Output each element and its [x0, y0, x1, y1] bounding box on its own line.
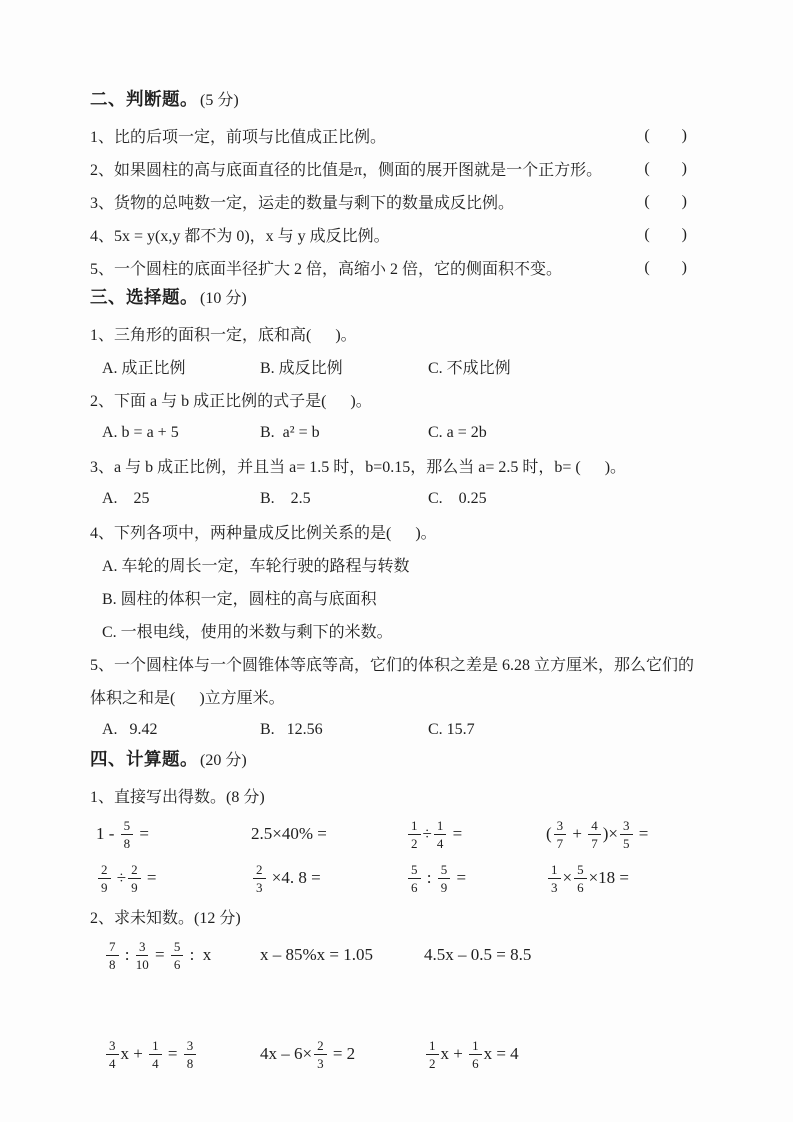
choice-question-2-options [90, 416, 687, 449]
section-choice-title: 三、选择题。 [90, 287, 198, 307]
section-judge-points: (5 分) [200, 92, 239, 109]
option-c: C. 不成比例 [428, 360, 511, 377]
question-text: 4、5x = y(x,y 都不为 0)，x 与 y 成反比例。 [90, 228, 390, 245]
choice-question-5-line1 [90, 647, 695, 680]
question-text: 体积之和是( )立方厘米。 [90, 690, 285, 707]
calc-expression-8: $\frac{1}{3}$ × $\frac{5}{6}$ ×18 = [546, 863, 687, 894]
choice-question-5-line2 [90, 680, 687, 713]
question-text: 2、下面 a 与 b 成正比例的式子是( )。 [90, 393, 372, 410]
question-text: 3、a 与 b 成正比例，并且当 a= 1.5 时，b=0.15，那么当 a= 2.5 时，b= ( )。 [90, 459, 627, 476]
section-calc-points: (20 分) [200, 752, 247, 769]
calc-expression-6: $\frac{2}{3}$ ×4. 8 = [251, 863, 406, 894]
option-c: C. 15.7 [428, 720, 475, 738]
choice-question-3 [90, 449, 687, 482]
equation-1: $\frac{7}{8}$ : $\frac{3}{10}$ = $\frac{5}{6}$ : x [104, 940, 260, 971]
section-judge-header [90, 86, 687, 119]
choice-question-1 [90, 317, 687, 350]
option-a: A. b = a + 5 [102, 423, 179, 441]
calc-expression-4: ( $\frac{3}{7}$ + $\frac{4}{7}$ )× $\frac{3}{5}$ = [546, 817, 649, 851]
equation-6: $\frac{1}{2}$ x + $\frac{1}{6}$ x = 4 [424, 1039, 687, 1070]
calc-expression-7: $\frac{5}{6}$ : $\frac{5}{9}$ = [406, 863, 546, 894]
question-text: 5、一个圆柱的底面半径扩大 2 倍，高缩小 2 倍，它的侧面积不变。 [90, 261, 563, 278]
question-text: 3、货物的总吨数一定，运走的数量与剩下的数量成反比例。 [90, 195, 515, 212]
calc-expression-5: $\frac{2}{9}$ ÷ $\frac{2}{9}$ = [96, 863, 251, 894]
subsection-title: 1、直接写出得数。(8 分) [90, 789, 265, 806]
solve-equation-row-2 [90, 1032, 687, 1076]
subsection-title: 2、求未知数。(12 分) [90, 910, 241, 927]
option-b: B. 12.56 [260, 720, 323, 738]
equation-3: 4.5x – 0.5 = 8.5 [424, 945, 532, 964]
choice-question-3-options [90, 482, 687, 515]
option-c: C. a = 2b [428, 423, 487, 441]
option-b: B. 圆柱的体积一定，圆柱的高与底面积 [102, 591, 377, 608]
section-calc-header [90, 746, 687, 779]
section-choice-header [90, 284, 687, 317]
question-text: 1、比的后项一定，前项与比值成正比例。 [90, 129, 387, 146]
option-a: A. 25 [102, 489, 150, 507]
answer-blank: ( ) [644, 159, 687, 177]
choice-question-5-options [90, 713, 687, 746]
question-text: 2、如果圆柱的高与底面直径的比值是π，侧面的展开图就是一个正方形。 [90, 162, 603, 179]
option-a: A. 车轮的周长一定，车轮行驶的路程与转数 [102, 558, 410, 575]
section-calc-title: 四、计算题。 [90, 749, 198, 769]
answer-blank: ( ) [644, 192, 687, 210]
solve-unknown-subheader [90, 900, 687, 933]
answer-blank: ( ) [644, 126, 687, 144]
choice-question-4-option-b [90, 581, 687, 614]
answer-blank: ( ) [644, 258, 687, 276]
equation-2: x – 85%x = 1.05 [260, 945, 373, 964]
equation-5: 4x – 6× $\frac{2}{3}$ = 2 [260, 1037, 356, 1071]
direct-calc-row-1 [90, 812, 687, 856]
option-b: B. a² = b [260, 423, 320, 441]
choice-question-2 [90, 383, 687, 416]
judge-question-3 [90, 185, 687, 218]
direct-calc-subheader [90, 779, 687, 812]
section-choice-points: (10 分) [200, 290, 247, 307]
section-judge-title: 二、判断题。 [90, 89, 198, 109]
judge-question-5 [90, 251, 687, 284]
calc-expression-2: 2.5×40% = [251, 824, 327, 843]
option-c: C. 0.25 [428, 489, 487, 507]
question-text: 4、下列各项中，两种量成反比例关系的是( )。 [90, 525, 437, 542]
answer-blank: ( ) [644, 225, 687, 243]
option-b: B. 2.5 [260, 489, 311, 507]
question-text: 1、三角形的面积一定，底和高( )。 [90, 327, 357, 344]
option-a: A. 9.42 [102, 720, 158, 738]
equation-4: $\frac{3}{4}$ x + $\frac{1}{4}$ = $\frac{3}{8}$ [104, 1039, 260, 1070]
solve-equation-row-1 [90, 933, 687, 977]
choice-question-4 [90, 515, 687, 548]
choice-question-4-option-a [90, 548, 687, 581]
choice-question-1-options [90, 350, 687, 383]
option-b: B. 成反比例 [260, 360, 343, 377]
option-c: C. 一根电线，使用的米数与剩下的米数。 [102, 624, 393, 641]
calc-expression-1: 1 - $\frac{5}{8}$ = [96, 817, 150, 851]
calc-expression-3: $\frac{1}{2}$ ÷ $\frac{1}{4}$ = [406, 819, 546, 850]
direct-calc-row-2 [90, 856, 687, 900]
choice-question-4-option-c [90, 614, 687, 647]
judge-question-1 [90, 119, 687, 152]
judge-question-4 [90, 218, 687, 251]
judge-question-2 [90, 152, 687, 185]
option-a: A. 成正比例 [102, 360, 186, 377]
question-text: 5、一个圆柱体与一个圆锥体等底等高，它们的体积之差是 6.28 立方厘米，那么它们的 [90, 657, 695, 674]
